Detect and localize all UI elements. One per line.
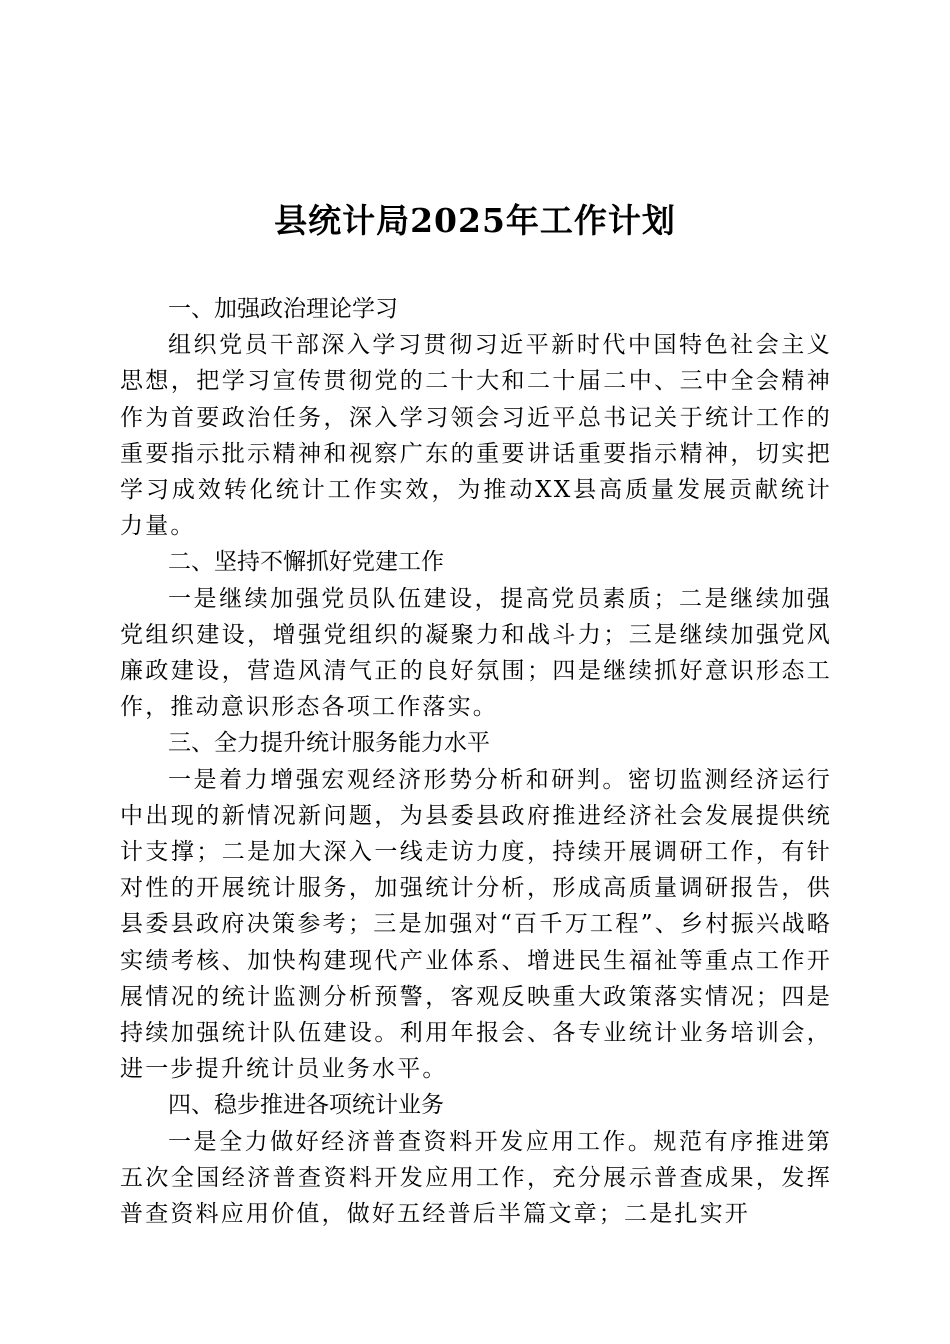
- section-paragraph-2: 一是继续加强党员队伍建设，提高党员素质；二是继续加强党组织建设，增强党组织的凝聚力和战斗力；三是继续加强党风廉政建设，营造风清气正的良好氛围；四是继续抓好意识形态工作，推动意识形态各项工作落实。: [120, 585, 832, 721]
- document-title: 县统计局2025年工作计划: [274, 201, 676, 240]
- section-paragraph-4: 一是全力做好经济普查资料开发应用工作。规范有序推进第五次全国经济普查资料开发应用工作，充分展示普查成果，发挥普查资料应用价值，做好五经普后半篇文章；二是扎实开: [120, 1128, 832, 1228]
- document-body: [120, 291, 832, 1232]
- section-paragraph-1: 组织党员干部深入学习贯彻习近平新时代中国特色社会主义思想，把学习宣传贯彻党的二十大和二十届二中、三中全会精神作为首要政治任务，深入学习领会习近平总书记关于统计工作的重要指示批示精神和视察广东的重要讲话重要指示精神，切实把学习成效转化统计工作实效，为推动XX县高质量发展贡献统计力量。: [120, 332, 832, 540]
- section-heading-3: 三、全力提升统计服务能力水平: [168, 730, 490, 757]
- section-heading-1: 一、加强政治理论学习: [168, 296, 398, 322]
- section-heading-2: 二、坚持不懈抓好党建工作: [168, 549, 444, 576]
- section-paragraph-3: 一是着力增强宏观经济形势分析和研判。密切监测经济运行中出现的新情况新问题，为县委县政府推进经济社会发展提供统计支撑；二是加大深入一线走访力度，持续开展调研工作，有针对性的开展统计服务，加强统计分析，形成高质量调研报告，供县委县政府决策参考；三是加强对“百千万工程”、乡村振兴战略实绩考核、加快构建现代产业体系、增进民生福祉等重点工作开展情况的统计监测分析预警，客观反映重大政策落实情况；四是持续加强统计队伍建设。利用年报会、各专业统计业务培训会，进一步提升统计员业务水平。: [120, 766, 832, 1083]
- section-heading-4: 四、稳步推进各项统计业务: [168, 1092, 444, 1119]
